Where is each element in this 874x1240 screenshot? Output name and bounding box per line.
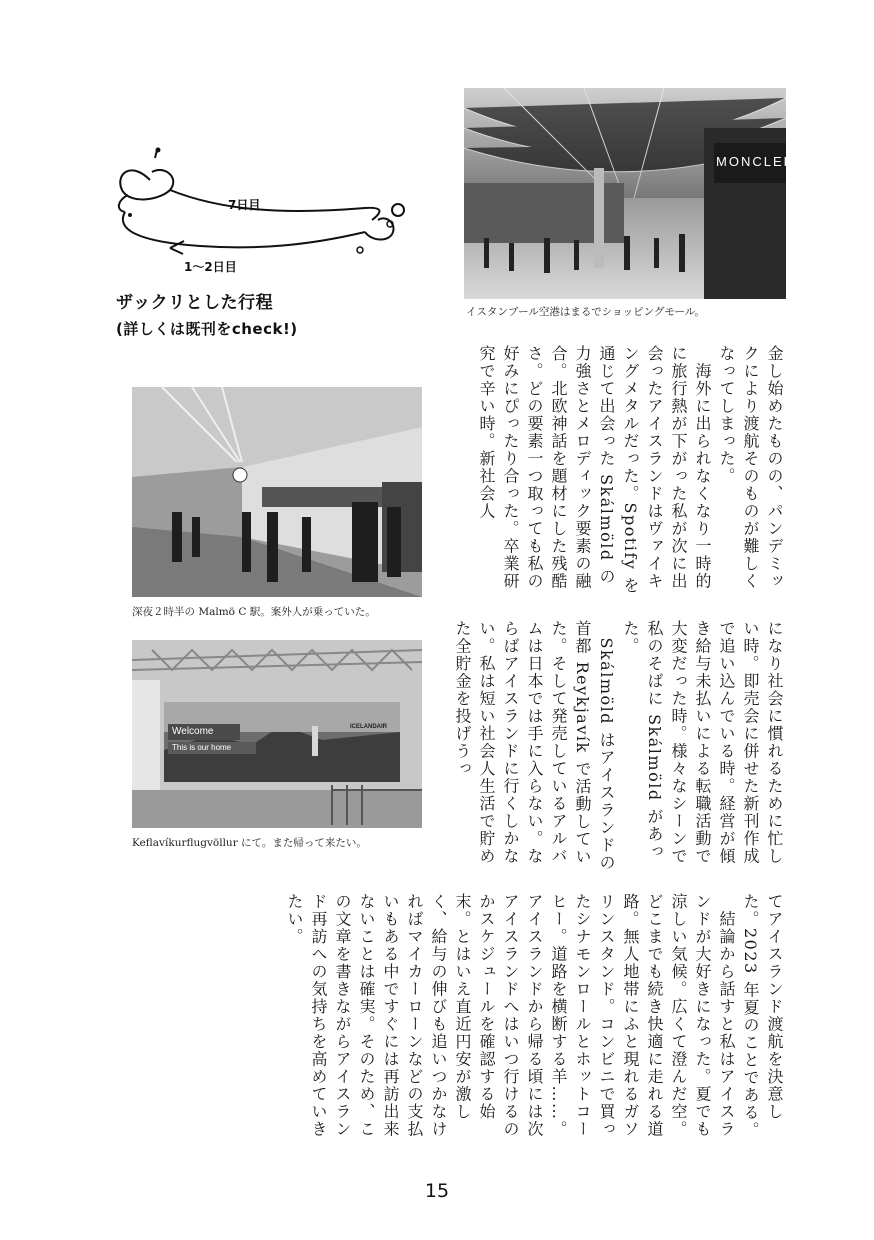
billboard-subtitle-text: This is our home (172, 743, 232, 752)
route-drawing (110, 150, 420, 270)
billboard-welcome (168, 724, 240, 740)
billboard-photo (132, 640, 422, 828)
billboard-welcome-text: Welcome (172, 726, 214, 737)
airport-photo (464, 88, 796, 299)
billboard-subtitle (168, 742, 256, 754)
paragraph: 結論から話すと私はアイスランドが大好きになった。夏でも涼しい気候。広くて澄んだ空。どこまでも続き快適に走れる道路。無人地帯にふと現れるガソリンスタンド。コンビニで買ったシナモンロールとホットコーヒー。道路を横断する羊……。アイスランドから帰る頃には次アイスランドへはいつ行けるのかスケジュールを確認する始末。とはいえ直近円安が激しく、給与の伸びも追いつかなければマイカーローンなどの支払いもある中ですぐには再訪出来ないことは確実。そのため、この文章を書きながらアイスランド再訪への気持ちを高めていきたい。 (285, 893, 736, 1138)
day7-label: 7日目 (228, 198, 261, 212)
itinerary-sketch (110, 150, 420, 270)
sketch-title-line2: (詳しくは既刊をcheck!) (116, 320, 298, 338)
paragraph: Skálmöld はアイスランドの首都 Reykjavík で活動していた。そして発売しているアルバムは日本では手に入らない。ならばアイスランドに行くしかない。私は短い社会人生活で貯めた全貯金を投げうっ (453, 620, 616, 872)
moncler-sign: MONCLER (716, 154, 796, 169)
paragraph: 金し始めたものの、パンデミックにより渡航そのものが難しくなってしまった。 (717, 345, 784, 590)
icelandair-logo: ICELANDAIR (350, 724, 387, 730)
billboard-caption: Keflavíkurflugvöllur にて。また帰って来たい。 (132, 837, 367, 849)
day12-label: 1〜2日目 (184, 260, 237, 274)
text-block-1 (477, 345, 786, 602)
sketch-title-line1: ザックリとした行程 (116, 293, 274, 313)
text-block-3 (285, 893, 786, 1150)
paragraph: になり社会に慣れるために忙しい時。即売会に併せた新刊作成で追い込んでいる時。経営が傾き給与未払いによる転職活動で大変だった時。様々なシーンで私のそばに Skálmöld があった。 (621, 620, 784, 865)
paragraph: 海外に出られなくなり一時的に旅行熱が下がった私が次に出会ったアイスランドはヴァイキングメタルだった。Spotify を通じて出会った Skálmöld の力強さとメロディック要素の融合。北欧神話を題材にした残酷さ。どの要素一つ取っても私の好みにぴったり合った。卒業研究で辛い時。新社会人 (477, 345, 712, 595)
text-block-2 (453, 620, 786, 877)
train-caption: 深夜２時半の Malmö C 駅。案外人が乗っていた。 (132, 606, 376, 618)
paragraph: てアイスランド渡航を決意した。2023 年夏のことである。 (741, 893, 784, 1139)
page-number: 15 (424, 1180, 450, 1202)
train-photo (132, 387, 422, 597)
airport-caption: イスタンブール空港はまるでショッピングモール。 (466, 306, 705, 318)
